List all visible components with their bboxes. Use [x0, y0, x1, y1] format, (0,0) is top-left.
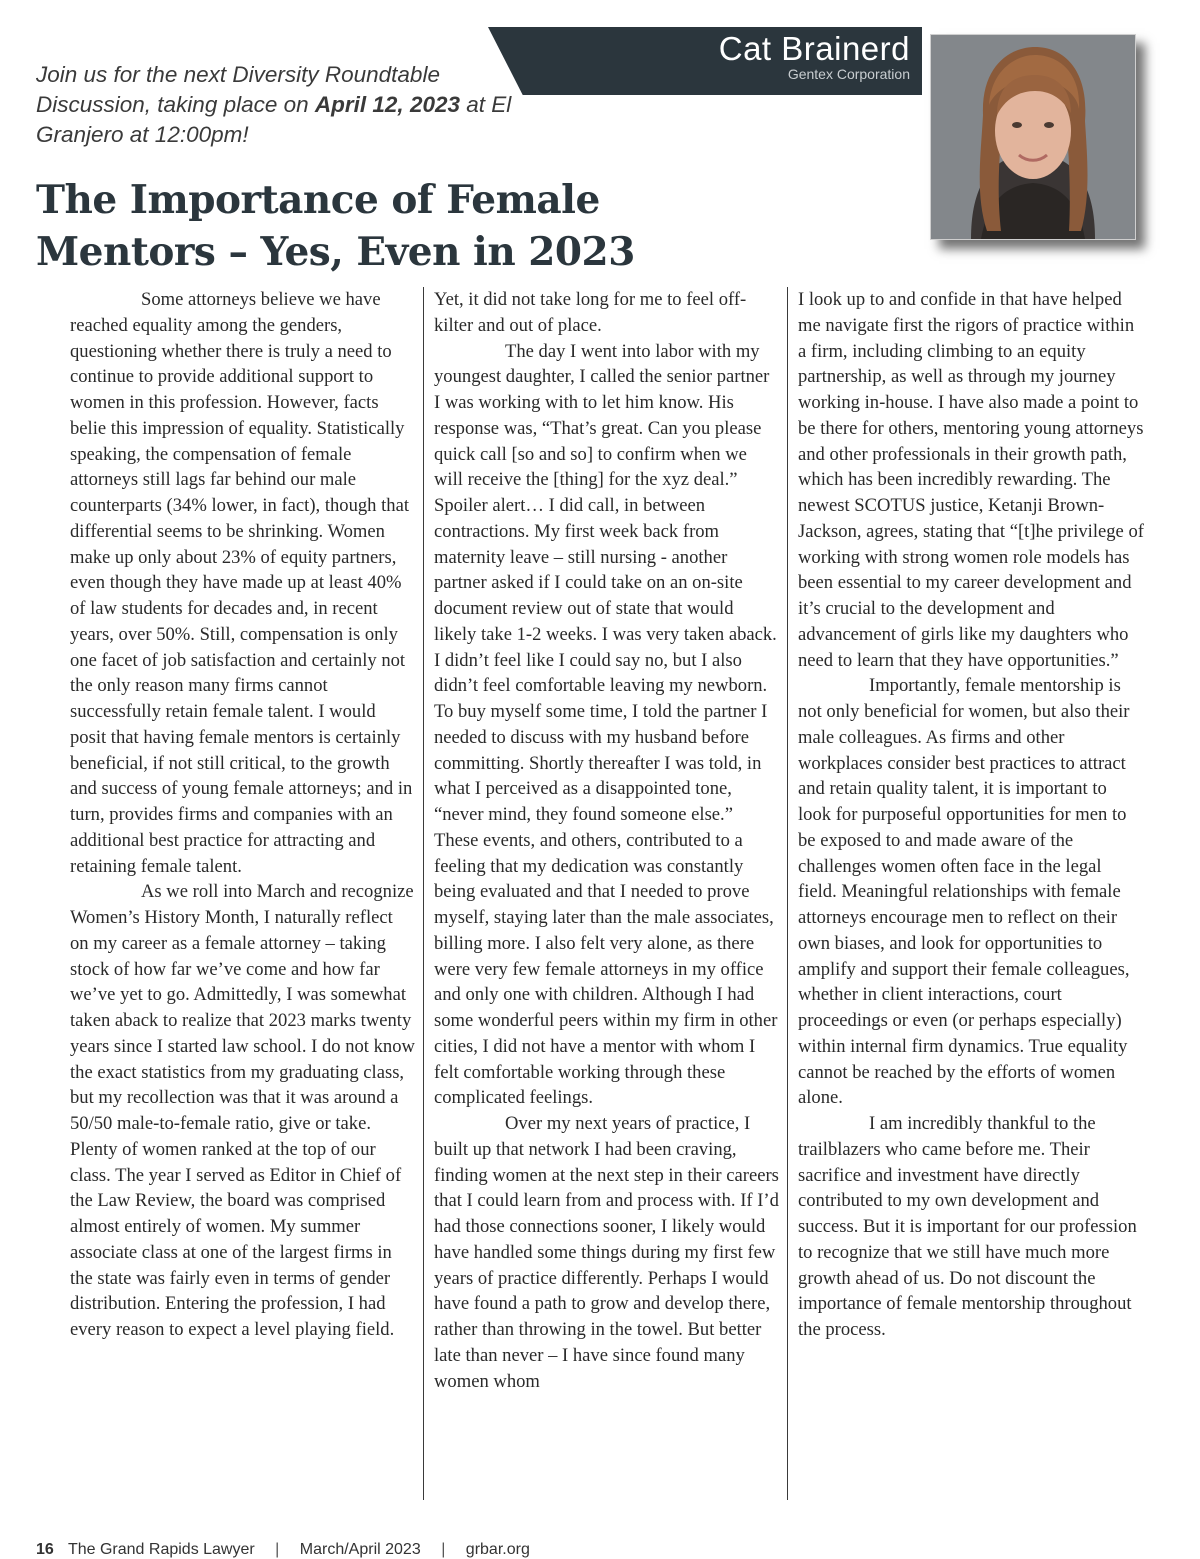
article-paragraph: I am incredibly thankful to the trailblazers who came before me. Their sacrifice and investment have directly contributed to my own development and success. But it is important for our profession to recognize that we still have much more growth ahead of us. Do not discount the importance of female mentorship throughout the process.	[798, 1113, 1137, 1340]
page-footer	[36, 1541, 530, 1559]
article-paragraph: The day I went into labor with my youngest daughter, I called the senior partner I was working with to let him know. His response was, “That’s great. Can you please quick call [so and so] to confirm when we will receive the [thing] for the xyz deal.” Spoiler alert… I did call, in between contractions. My first week back from maternity leave – still nursing - another partner asked if I could take on an on-site document review out of state that would likely take 1-2 weeks. I was very taken aback. I didn’t feel like I could say no, but I also didn’t feel comfortable leaving my newborn. To buy myself some time, I told the partner I needed to discuss with my husband before committing. Shortly thereafter I was told, in what I perceived as a disappointed tone, “never mind, they found someone else.” These events, and others, contributed to a feeling that my dedication was constantly being evaluated and that I needed to prove myself, staying later than the male associates, billing more. I also felt very alone, as there were very few female attorneys in my office and only one with children. Although I had some wonderful peers within my firm in other cities, I did not have a mentor with whom I felt comfortable working through these complicated feelings.	[434, 340, 778, 1109]
website-link[interactable]: grbar.org	[465, 1541, 530, 1558]
author-organization: Gentex Corporation	[787, 66, 910, 82]
issue-date: March/April 2023	[299, 1541, 421, 1558]
column-divider	[787, 287, 788, 1500]
announcement-date: April 12, 2023	[314, 92, 460, 117]
announcement-text-before: Join us for the next Diversity Roundtable Discussion, taking place on	[36, 62, 440, 117]
article-paragraph: As we roll into March and recognize Women’s History Month, I naturally reflect on my career as a female attorney – taking stock of how far we’ve come and how far we’ve yet to go. Admittedly, I was somewhat taken aback to realize that 2023 marks twenty years since I started law school. I do not know the exact statistics from my graduating class, but my recollection was that it was around a 50/50 male-to-female ratio, give or take. Plenty of women ranked at the top of our class. The year I served as Editor in Chief of the Law Review, the board was comprised almost entirely of women. My summer associate class at one of the largest firms in the state was fairly even in terms of gender distribution. Entering the profession, I had every reason to expect a level playing field.	[70, 881, 415, 1340]
event-announcement	[36, 60, 516, 150]
article-paragraph: I look up to and confide in that have helped me navigate first the rigors of practice within a firm, including climbing to an equity partnership, as well as through my journey working in-house. I have also made a point to be there for others, mentoring young attorneys and other professionals in their growth path, which has been incredibly rewarding. The newest SCOTUS justice, Ketanji Brown-Jackson, agrees, stating that “[t]he privilege of working with strong women role models has been essential to my career development and it’s crucial to the development and advancement of girls like my daughters who need to learn that they have opportunities.”	[798, 289, 1144, 671]
article-column-1	[70, 287, 416, 1343]
announcement-text-after: at El Granjero at 12:00pm!	[36, 92, 512, 147]
footer-separator: |	[275, 1541, 280, 1558]
article-paragraph: Some attorneys believe we have reached equality among the genders, questioning whether there is truly a need to continue to provide additional support to women in this profession. However, facts belie this impression of equality. Statistically speaking, the compensation of female attorneys still lags far behind our male counterparts (34% lower, in fact), though that differential seems to be shrinking. Women make up only about 23% of equity partners, even though they have made up at least 40% of law students for decades and, in recent years, over 50%. Still, compensation is only one facet of job satisfaction and certainly not the only reason many firms cannot successfully retain female talent. I would posit that having female mentors is certainly beneficial, if not still critical, to the growth and success of young female attorneys; and in turn, provides firms and companies with an additional best practice for attracting and retaining female talent.	[70, 289, 413, 877]
footer-separator: |	[441, 1541, 446, 1558]
author-photo	[930, 34, 1136, 240]
author-name: Cat Brainerd	[718, 30, 910, 67]
author-portrait-icon	[931, 35, 1135, 239]
article-paragraph: Yet, it did not take long for me to feel off-kilter and out of place.	[434, 289, 747, 336]
column-divider	[423, 287, 424, 1500]
publication-name: The Grand Rapids Lawyer	[67, 1541, 255, 1558]
article-paragraph: Over my next years of practice, I built up that network I had been craving, finding women at the next step in their careers that I could learn from and process with. If I’d had those connections sooner, I likely would have handled some things during my first few years of practice differently. Perhaps I would have found a path to grow and develop there, rather than throwing in the towel. But better late than never – I have since found many women whom	[434, 1113, 779, 1392]
article-column-2	[434, 287, 780, 1394]
article-column-3	[798, 287, 1144, 1343]
article-title: The Importance of Female Mentors – Yes, Even in 2023	[36, 177, 635, 275]
page-number: 16	[36, 1541, 54, 1558]
article-paragraph: Importantly, female mentorship is not only beneficial for women, but also their male colleagues. As firms and other workplaces consider best practices to attract and retain quality talent, it is important to look for purposeful opportunities for men to be exposed to and made aware of the challenges women often face in the legal field. Meaningful relationships with female attorneys encourage men to reflect on their own biases, and look for opportunities to amplify and support their female colleagues, whether in client interactions, court proceedings or even (or perhaps especially) within internal firm dynamics. True equality cannot be reached by the efforts of women alone.	[798, 675, 1130, 1109]
